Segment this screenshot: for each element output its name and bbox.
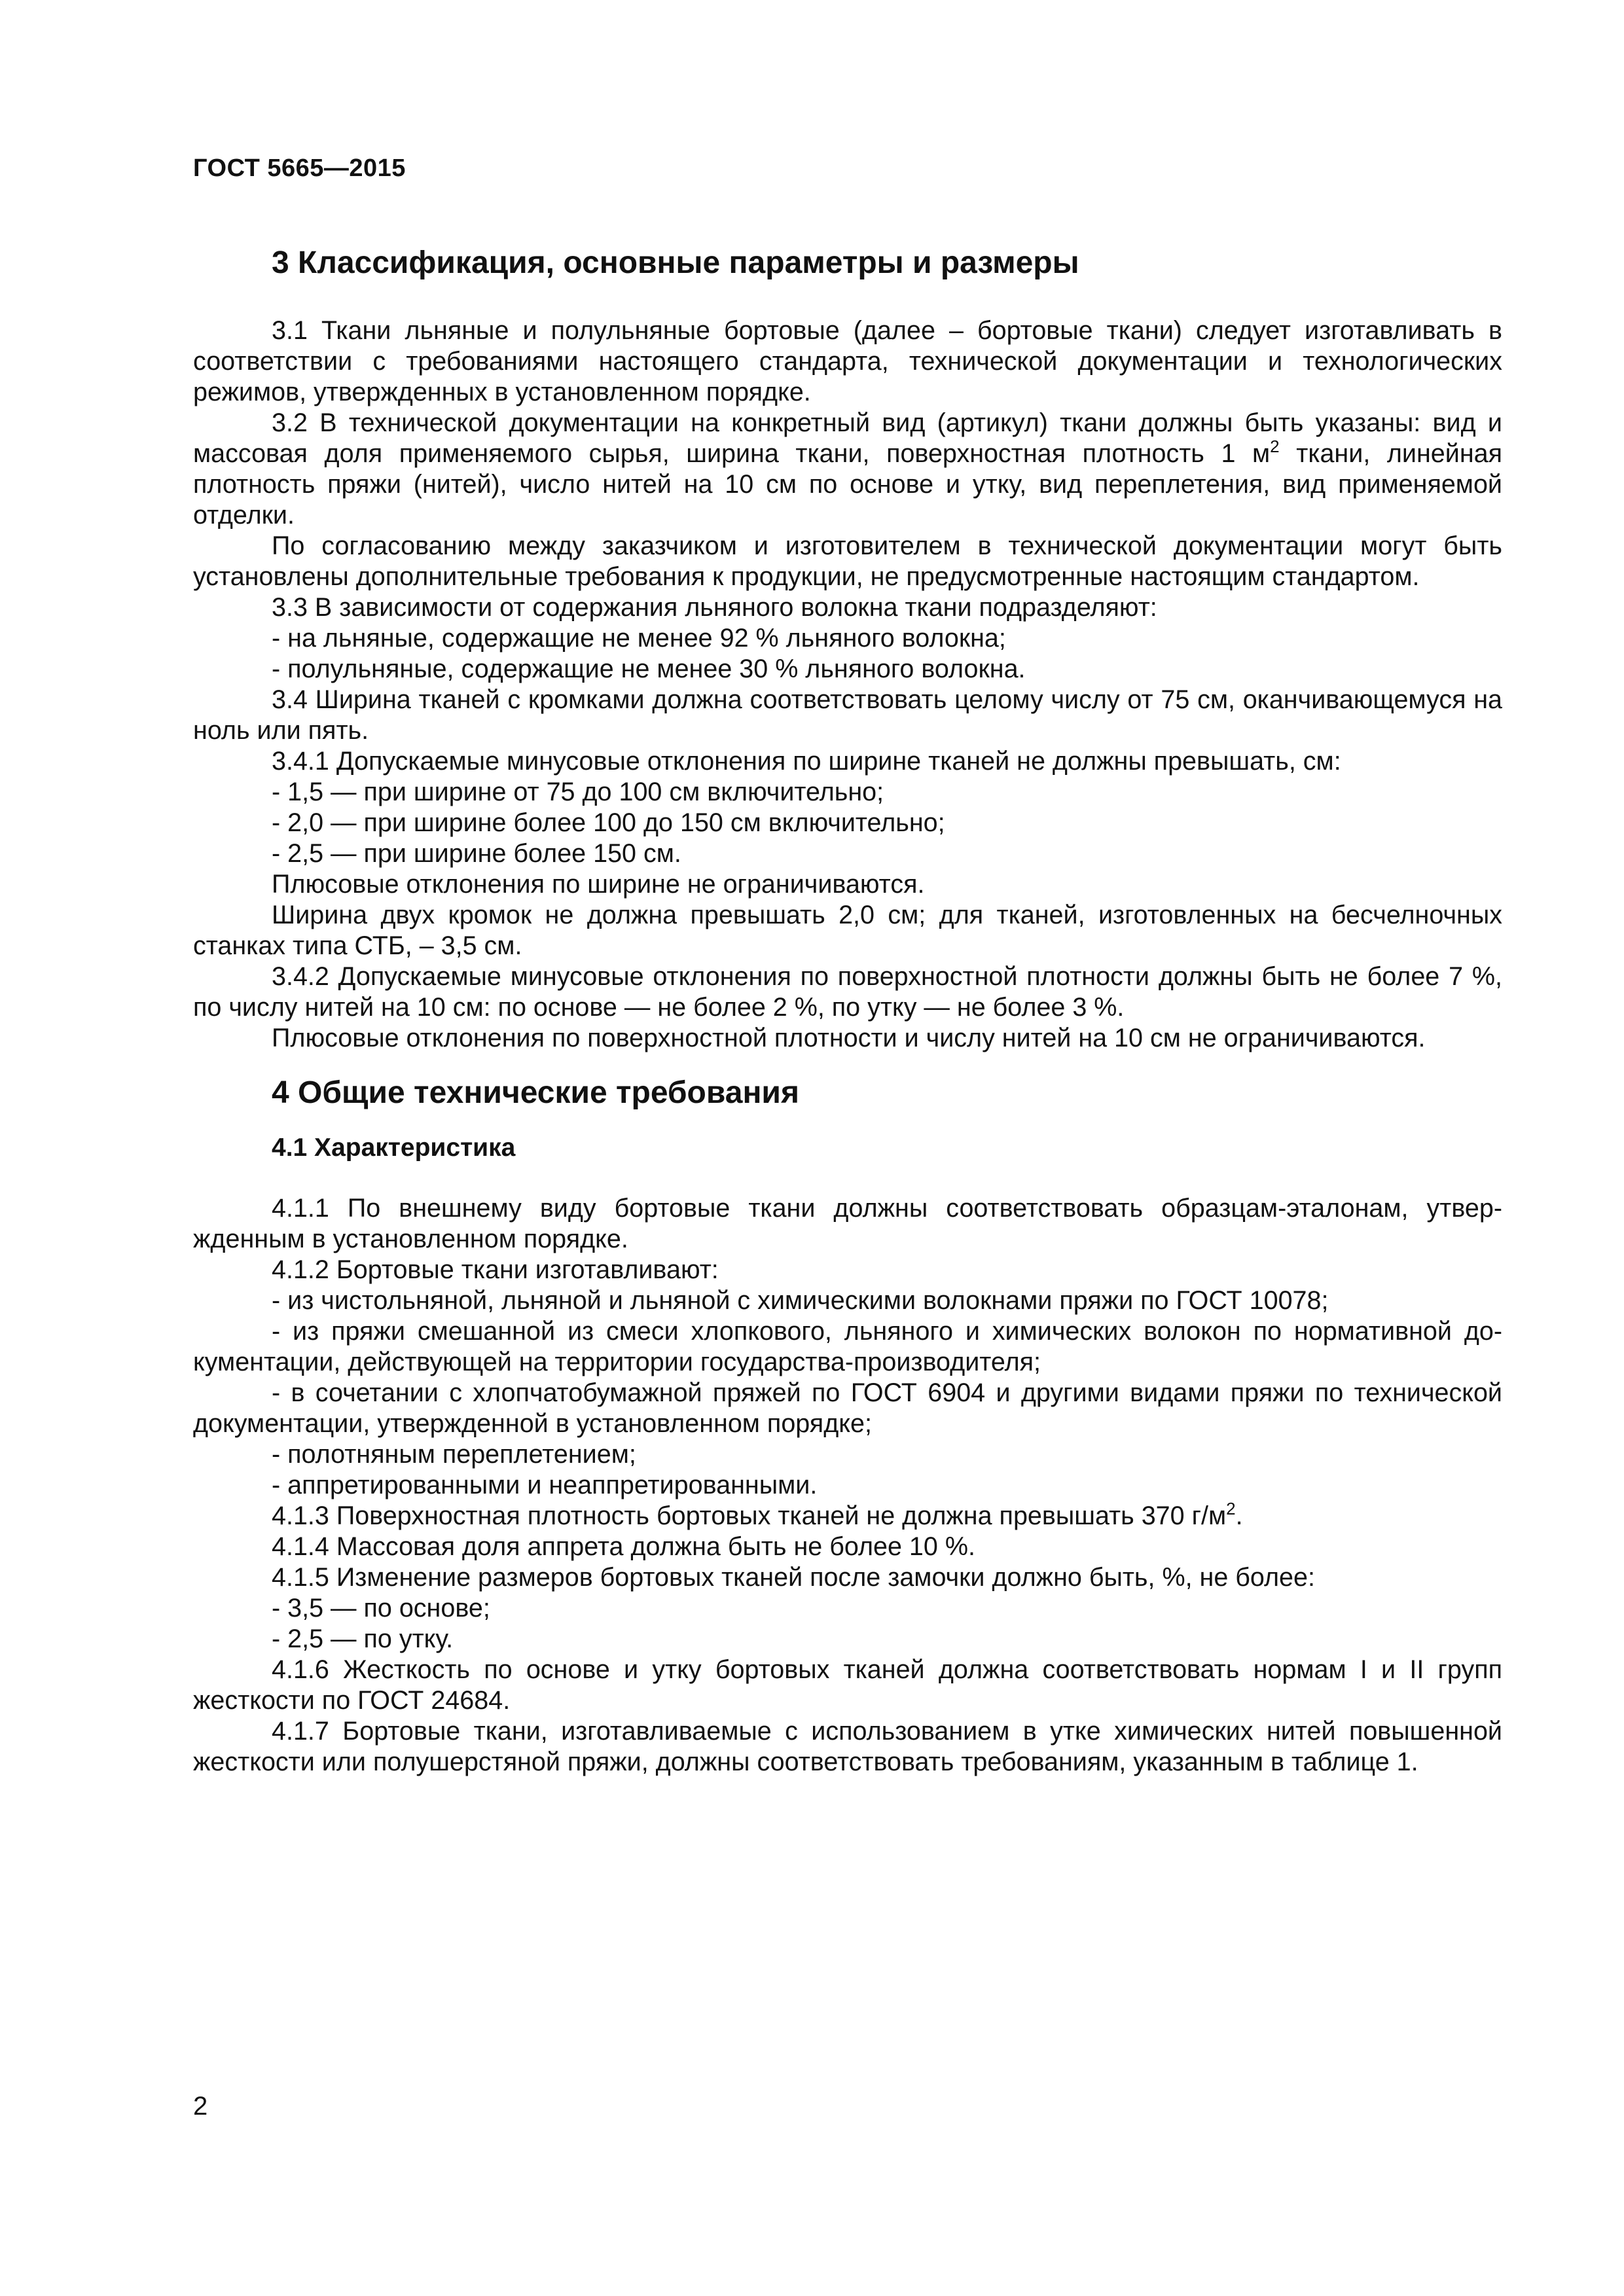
section-4-title: 4 Общие технические требования <box>272 1075 799 1110</box>
superscript-2: 2 <box>1226 1499 1236 1518</box>
superscript-2: 2 <box>1270 437 1280 456</box>
list-4-1-5 <box>193 1593 1502 1655</box>
paragraph-3-4-1: 3.4.1 Допускаемые минусовые отклонения по ширине тканей не должны превышать, см: <box>272 747 1341 776</box>
list-item: - аппретированными и неаппретированными. <box>272 1471 818 1499</box>
list-3-4-1 <box>193 777 1502 869</box>
list-item: - на льняные, содержащие не менее 92 % льняного волокна; <box>272 624 1006 653</box>
paragraph-4-1-7: 4.1.7 Бортовые ткани, изготавливаемые с использованием в утке химических нитей повышенной жесткости или полушерстяной пряжи, должны соответствовать требованиям, указанным в таблице 1. <box>193 1717 1502 1776</box>
paragraph-4-1-2: 4.1.2 Бортовые ткани изготавливают: <box>272 1255 719 1284</box>
section-3-title: 3 Классификация, основные параметры и размеры <box>272 245 1079 280</box>
paragraph-4-1-4: 4.1.4 Массовая доля аппрета должна быть не более 10 %. <box>272 1532 975 1561</box>
paragraph-4-1-5: 4.1.5 Изменение размеров бортовых тканей после замочки должно быть, %, не более: <box>272 1563 1315 1592</box>
paragraph-3-4-1-edges: Ширина двух кромок не должна превышать 2,0 см; для тканей, изготовленных на бесчелночных станках типа СТБ, – 3,5 см. <box>193 901 1502 960</box>
list-item: - 1,5 — при ширине от 75 до 100 см включительно; <box>272 778 884 806</box>
page-content <box>193 243 1502 1778</box>
page-number: 2 <box>193 2092 208 2121</box>
paragraph-3-3: 3.3 В зависимости от содержания льняного волокна ткани подразделяют: <box>272 593 1157 622</box>
paragraph-4-1-3-part-b: . <box>1235 1501 1243 1530</box>
paragraph-3-2 <box>193 408 1502 531</box>
paragraph-4-1-6: 4.1.6 Жесткость по основе и утку бортовых тканей должна соответствовать нормам I и II групп жесткости по ГОСТ 24684. <box>193 1655 1502 1715</box>
subsection-4-1-title: 4.1 Характеристика <box>272 1134 516 1162</box>
list-item: - полульняные, содержащие не менее 30 % льняного волокна. <box>272 655 1026 683</box>
list-item: - в сочетании с хлопчатобумажной пряжей по ГОСТ 6904 и другими видами пряжи по технической документации, утвержденной в установленном порядке; <box>193 1378 1502 1438</box>
paragraph-4-1-3 <box>193 1501 1502 1532</box>
paragraph-3-4: 3.4 Ширина тканей с кромками должна соответствовать целому числу от 75 см, оканчивающемуся на ноль или пять. <box>193 685 1502 745</box>
list-item: - 3,5 — по основе; <box>272 1594 490 1623</box>
paragraph-3-4-2-plus: Плюсовые отклонения по поверхностной плотности и числу нитей на 10 см не ограничиваются. <box>272 1024 1426 1052</box>
paragraph-3-2-part-b: ткани, линейная плотность пряжи (нитей), число нитей на 10 см по основе и утку, вид переплетения, вид применяемой отделки. <box>193 439 1503 529</box>
paragraph-3-1: 3.1 Ткани льняные и полульняные бортовые (далее – бортовые ткани) следует изготавливать в соответствии с требованиями настоящего стандарта, технической документации и технологических режимов, утвержденных в установленном порядке. <box>193 316 1502 406</box>
paragraph-4-1-1: 4.1.1 По внешнему виду бортовые ткани должны соответствовать образцам-эталонам, утвержденным в установленном порядке. <box>193 1194 1502 1253</box>
list-item: - полотняным переплетением; <box>272 1440 636 1469</box>
list-3-3 <box>193 623 1502 685</box>
list-item: - 2,0 — при ширине более 100 до 150 см включительно; <box>272 808 945 837</box>
document-code-header: ГОСТ 5665—2015 <box>193 154 406 182</box>
paragraph-3-4-1-plus: Плюсовые отклонения по ширине не ограничиваются. <box>272 870 925 899</box>
paragraph-3-2-part-a: 3.2 В технической документации на конкретный вид (артикул) ткани должны быть указаны: вид и массовая доля применяемого сырья, ширина ткани, поверхностная плотность 1 м <box>193 408 1502 468</box>
list-item: - 2,5 — по утку. <box>272 1624 454 1653</box>
list-item: - из пряжи смешанной из смеси хлопкового, льняного и химических волокон по нормативной документации, действующей на территории государства-производителя; <box>193 1317 1502 1376</box>
paragraph-3-4-2: 3.4.2 Допускаемые минусовые отклонения по поверхностной плотности должны быть не более 7 %, по числу нитей на 10 см: по основе — не более 2 %, по утку — не более 3 %. <box>193 962 1502 1022</box>
paragraph-3-2-agreement: По согласованию между заказчиком и изготовителем в технической документации могут быть установлены дополнительные требования к продукции, не предусмотренные настоящим стандартом. <box>193 531 1502 591</box>
paragraph-4-1-3-part-a: 4.1.3 Поверхностная плотность бортовых тканей не должна превышать 370 г/м <box>272 1501 1227 1530</box>
list-item: - из чистольняной, льняной и льняной с химическими волокнами пряжи по ГОСТ 10078; <box>272 1286 1329 1315</box>
list-item: - 2,5 — при ширине более 150 см. <box>272 839 681 868</box>
